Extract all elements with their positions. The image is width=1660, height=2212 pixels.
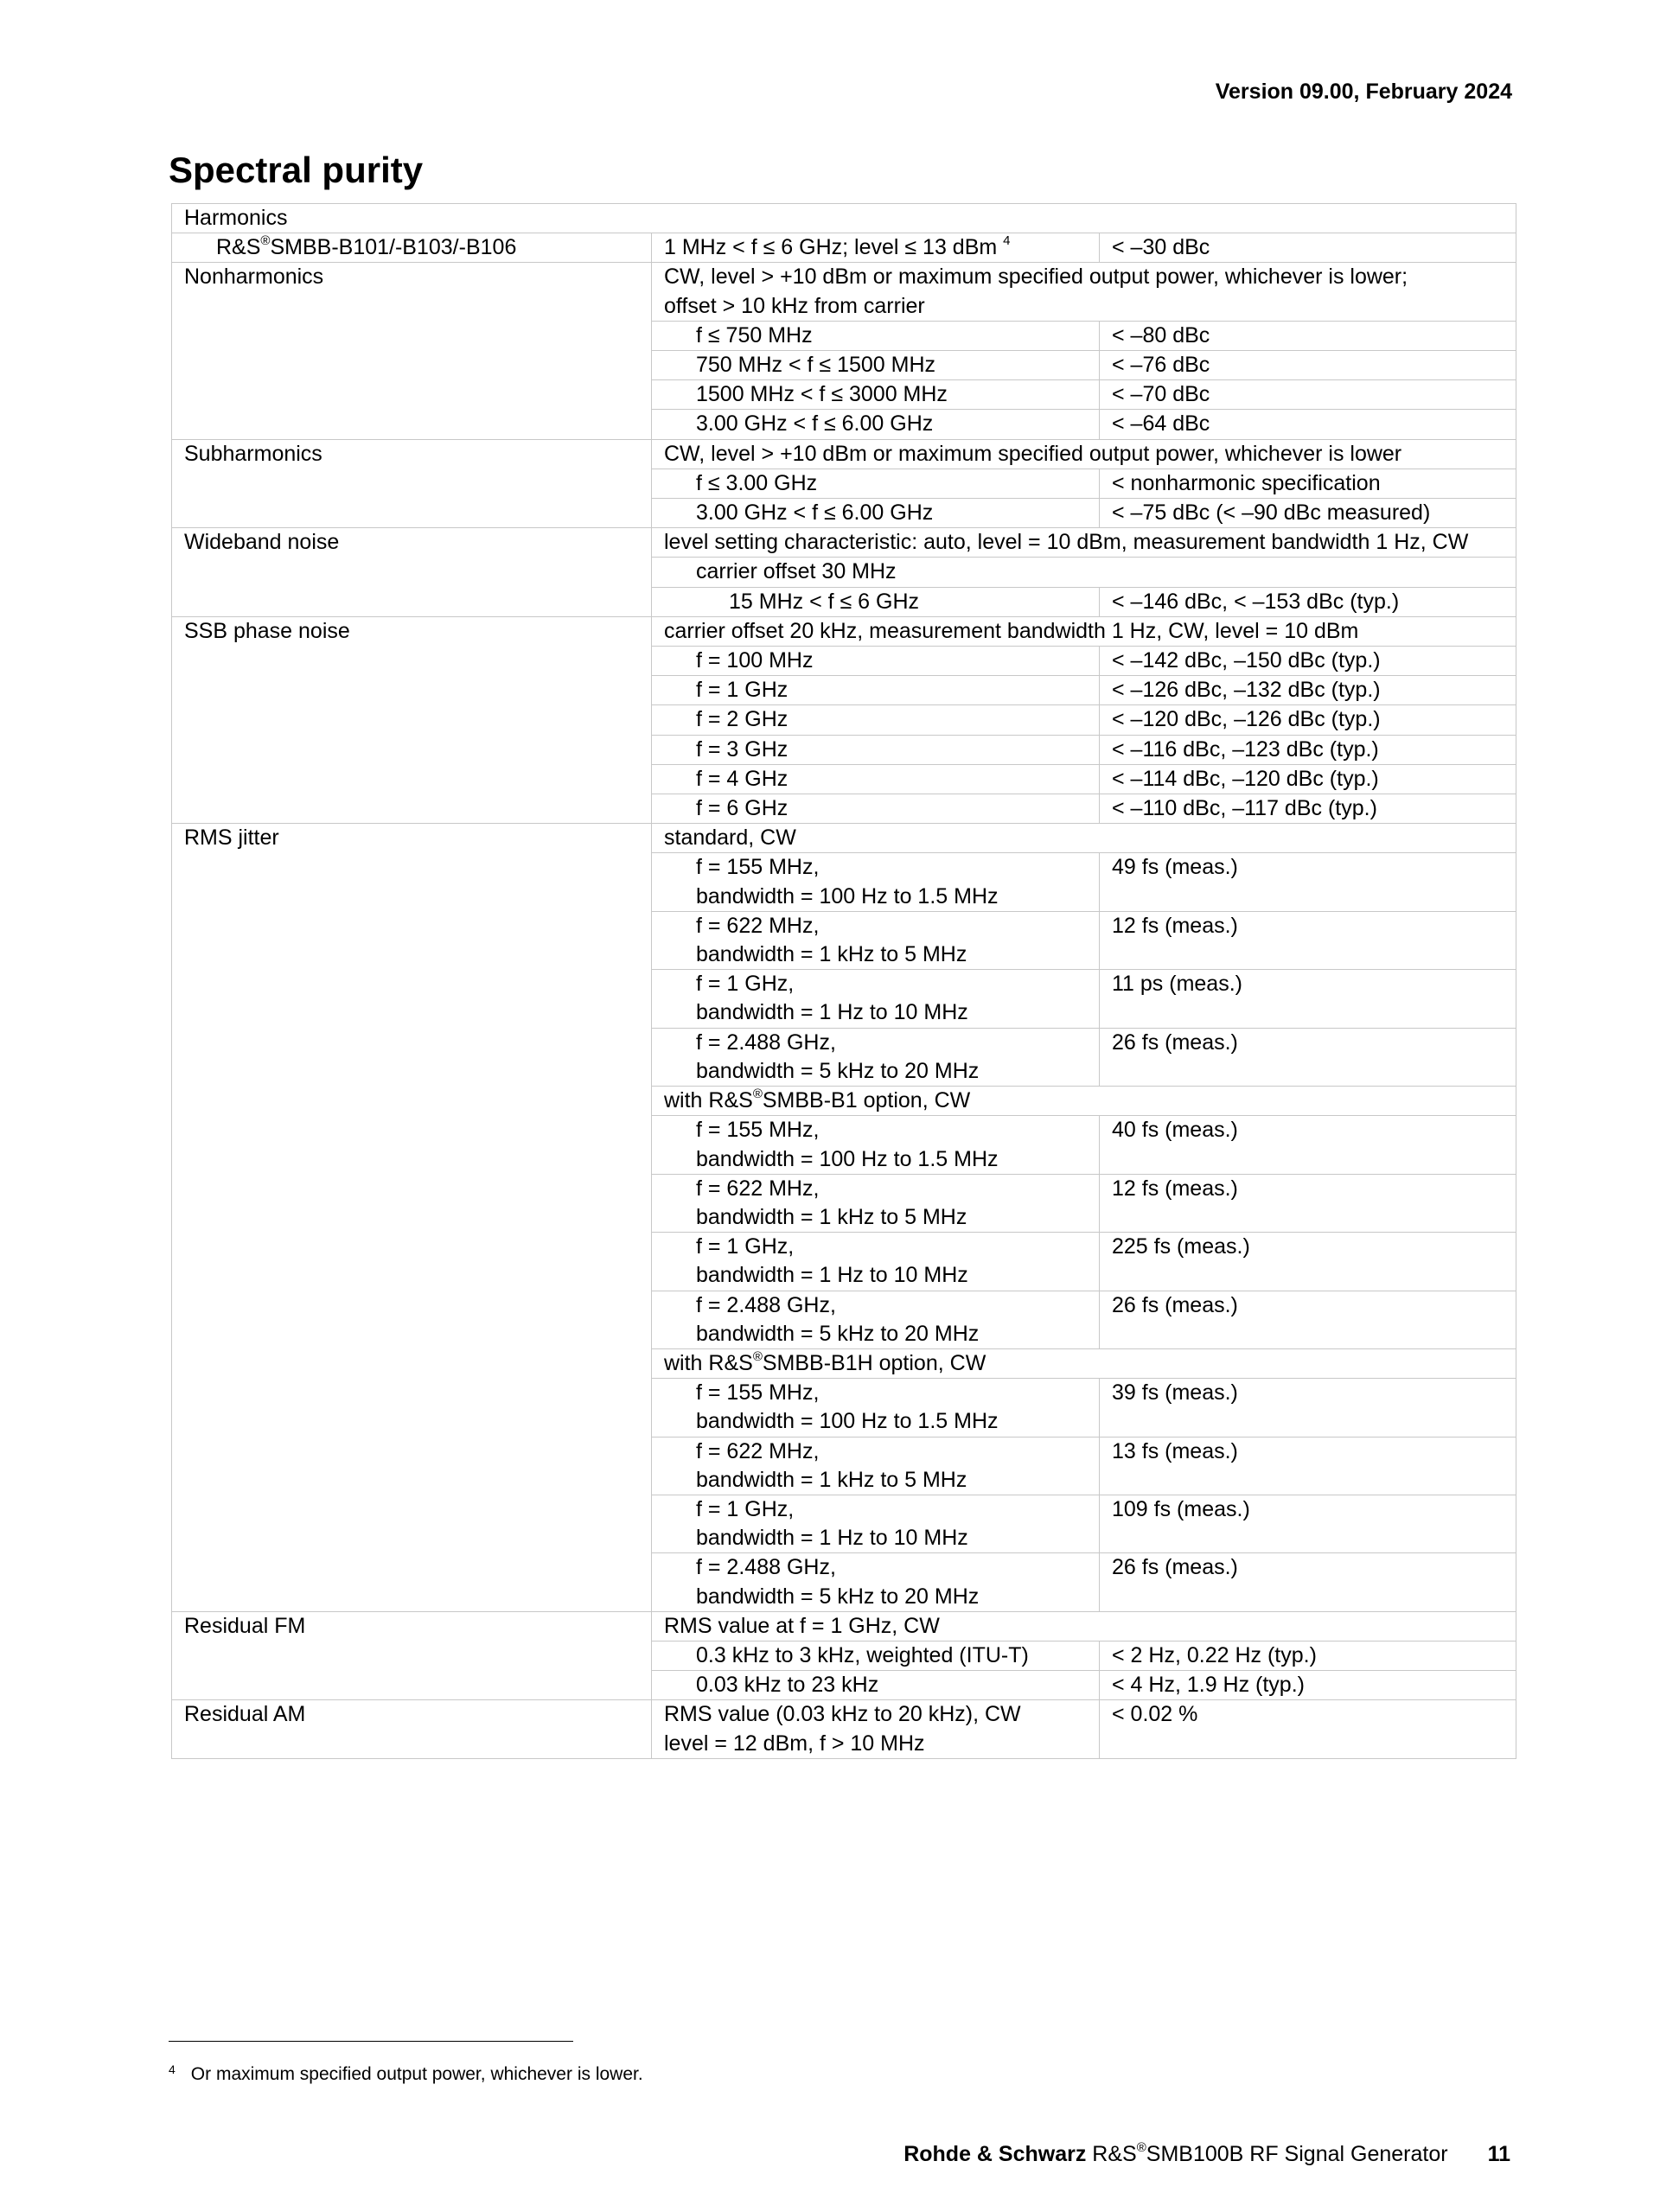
rms-jitter-row-value: 26 fs (meas.): [1100, 1028, 1516, 1086]
cell-line: RMS value (0.03 kHz to 20 kHz), CW: [664, 1702, 1021, 1727]
table-row: [172, 1611, 1516, 1641]
rms-jitter-row-condition: [652, 1291, 1100, 1348]
section-label-residual-am: Residual AM: [172, 1700, 652, 1758]
wideband-row-value: < –146 dBc, < –153 dBc (typ.): [1100, 587, 1516, 616]
nonharmonics-row-value: < –80 dBc: [1100, 321, 1516, 350]
cell-line: CW, level > +10 dBm or maximum specified output power, whichever is lower;: [664, 265, 1408, 290]
wideband-condition: level setting characteristic: auto, level = 10 dBm, measurement bandwidth 1 Hz, CW: [652, 528, 1516, 558]
ssb-row-value: < –142 dBc, –150 dBc (typ.): [1100, 647, 1516, 676]
text-part: SMBB-B1 option, CW: [762, 1088, 971, 1113]
rms-jitter-row-condition: [652, 853, 1100, 911]
ssb-row-condition: f = 100 MHz: [652, 647, 1100, 676]
cell-line: f = 1 GHz,: [696, 972, 795, 997]
section-label-wideband-noise: Wideband noise: [172, 528, 652, 617]
rms-jitter-row-value: 26 fs (meas.): [1100, 1291, 1516, 1348]
cell-line: bandwidth = 100 Hz to 1.5 MHz: [696, 1409, 999, 1434]
nonharmonics-row-value: < –64 dBc: [1100, 410, 1516, 439]
rms-jitter-row-value: 49 fs (meas.): [1100, 853, 1516, 911]
cell-line: bandwidth = 5 kHz to 20 MHz: [696, 1321, 980, 1346]
residual-am-value: < 0.02 %: [1100, 1700, 1516, 1758]
cell-line: f = 2.488 GHz,: [696, 1292, 836, 1317]
text-part: with R&S: [664, 1350, 753, 1375]
rms-jitter-row-value: 12 fs (meas.): [1100, 911, 1516, 969]
ssb-row-condition: f = 4 GHz: [652, 764, 1100, 794]
text-part: with R&S: [664, 1088, 753, 1113]
ssb-row-condition: f = 6 GHz: [652, 794, 1100, 824]
ssb-row-value: < –116 dBc, –123 dBc (typ.): [1100, 735, 1516, 764]
subharmonics-row-condition: 3.00 GHz < f ≤ 6.00 GHz: [652, 499, 1100, 528]
cell-line: f = 622 MHz,: [696, 913, 820, 938]
rms-jitter-row-value: 109 fs (meas.): [1100, 1495, 1516, 1552]
superscript: ®: [752, 1086, 763, 1101]
page-title: Spectral purity: [169, 150, 424, 190]
harmonics-value: < –30 dBc: [1100, 233, 1516, 263]
ssb-row-condition: f = 2 GHz: [652, 705, 1100, 735]
subharmonics-row-value: < –75 dBc (< –90 dBc measured): [1100, 499, 1516, 528]
cell-line: bandwidth = 1 kHz to 5 MHz: [696, 1467, 967, 1492]
rms-jitter-row-condition: [652, 911, 1100, 969]
residual-fm-row-condition: 0.3 kHz to 3 kHz, weighted (ITU-T): [652, 1641, 1100, 1670]
rms-jitter-row-condition: [652, 1233, 1100, 1291]
cell-line: level = 12 dBm, f > 10 MHz: [664, 1731, 925, 1756]
cell-line: f = 155 MHz,: [696, 1380, 820, 1406]
rms-jitter-row-condition: [652, 1437, 1100, 1495]
harmonics-condition: [652, 233, 1100, 263]
cell-line: f = 155 MHz,: [696, 1118, 820, 1143]
text-part: SMBB-B1H option, CW: [762, 1350, 986, 1375]
page-footer: [903, 2141, 1510, 2167]
rms-jitter-row-condition: [652, 1028, 1100, 1086]
text-part: standard, CW: [664, 826, 796, 851]
rms-jitter-row-condition: [652, 1379, 1100, 1437]
text-part: 1 MHz < f ≤ 6 GHz; level ≤ 13 dBm: [664, 235, 998, 260]
spectral-purity-table: [171, 203, 1516, 1759]
wideband-row-condition: 15 MHz < f ≤ 6 GHz: [652, 587, 1100, 616]
rms-jitter-row-condition: [652, 1116, 1100, 1174]
ssb-row-value: < –120 dBc, –126 dBc (typ.): [1100, 705, 1516, 735]
cell-line: bandwidth = 1 Hz to 10 MHz: [696, 1000, 968, 1025]
ssb-row-condition: f = 3 GHz: [652, 735, 1100, 764]
table-row: [172, 1700, 1516, 1758]
cell-line: bandwidth = 100 Hz to 1.5 MHz: [696, 883, 999, 908]
nonharmonics-row-value: < –70 dBc: [1100, 380, 1516, 410]
rms-jitter-group-header: [652, 1348, 1516, 1378]
section-label-rms-jitter: RMS jitter: [172, 824, 652, 1611]
footer-product: SMB100B RF Signal Generator: [1146, 2142, 1448, 2166]
cell-line: offset > 10 kHz from carrier: [664, 293, 925, 318]
table-row: [172, 233, 1516, 263]
cell-line: bandwidth = 5 kHz to 20 MHz: [696, 1584, 980, 1609]
rms-jitter-group-header: [652, 824, 1516, 853]
rms-jitter-group-header: [652, 1087, 1516, 1116]
section-label-ssb-phase-noise: SSB phase noise: [172, 616, 652, 823]
rms-jitter-row-condition: [652, 1553, 1100, 1611]
subharmonics-condition: CW, level > +10 dBm or maximum specified output power, whichever is lower: [652, 439, 1516, 469]
cell-line: bandwidth = 1 Hz to 10 MHz: [696, 1526, 968, 1551]
nonharmonics-condition: [652, 263, 1516, 321]
rms-jitter-row-value: 39 fs (meas.): [1100, 1379, 1516, 1437]
page-number: 11: [1487, 2142, 1510, 2166]
cell-line: f = 2.488 GHz,: [696, 1555, 836, 1580]
rms-jitter-row-value: 40 fs (meas.): [1100, 1116, 1516, 1174]
subharmonics-row-condition: f ≤ 3.00 GHz: [652, 469, 1100, 498]
section-label-nonharmonics: Nonharmonics: [172, 263, 652, 439]
rms-jitter-row-value: 12 fs (meas.): [1100, 1174, 1516, 1232]
superscript: ®: [260, 233, 271, 248]
version-label: Version 09.00, February 2024: [1215, 80, 1512, 104]
cell-line: bandwidth = 100 Hz to 1.5 MHz: [696, 1146, 999, 1171]
cell-line: bandwidth = 1 kHz to 5 MHz: [696, 942, 967, 967]
superscript: ®: [752, 1348, 763, 1364]
table-row: [172, 439, 1516, 469]
ssb-row-value: < –126 dBc, –132 dBc (typ.): [1100, 676, 1516, 705]
table-row: [172, 824, 1516, 853]
ssb-row-condition: f = 1 GHz: [652, 676, 1100, 705]
cell-line: bandwidth = 5 kHz to 20 MHz: [696, 1058, 980, 1083]
nonharmonics-row-condition: 1500 MHz < f ≤ 3000 MHz: [652, 380, 1100, 410]
residual-fm-row-condition: 0.03 kHz to 23 kHz: [652, 1671, 1100, 1700]
footer-product-prefix: R&S: [1086, 2142, 1137, 2166]
cell-line: f = 622 MHz,: [696, 1438, 820, 1463]
table-row: [172, 528, 1516, 558]
ssb-row-value: < –114 dBc, –120 dBc (typ.): [1100, 764, 1516, 794]
rms-jitter-row-value: 13 fs (meas.): [1100, 1437, 1516, 1495]
text-part: SMBB-B101/-B103/-B106: [270, 235, 517, 260]
ssb-row-value: < –110 dBc, –117 dBc (typ.): [1100, 794, 1516, 824]
nonharmonics-row-condition: f ≤ 750 MHz: [652, 321, 1100, 350]
residual-fm-condition: RMS value at f = 1 GHz, CW: [652, 1611, 1516, 1641]
subharmonics-row-value: < nonharmonic specification: [1100, 469, 1516, 498]
table-row: [172, 263, 1516, 321]
section-label-harmonics: Harmonics: [172, 204, 1516, 233]
rms-jitter-row-value: 225 fs (meas.): [1100, 1233, 1516, 1291]
nonharmonics-row-value: < –76 dBc: [1100, 351, 1516, 380]
text-part: R&S: [216, 235, 261, 260]
footnote-divider: [169, 2041, 573, 2042]
rms-jitter-row-condition: [652, 1174, 1100, 1232]
footer-brand: Rohde & Schwarz: [903, 2142, 1087, 2166]
footnote: [169, 2063, 643, 2087]
residual-fm-row-value: < 2 Hz, 0.22 Hz (typ.): [1100, 1641, 1516, 1670]
cell-line: f = 622 MHz,: [696, 1176, 820, 1201]
cell-line: f = 1 GHz,: [696, 1234, 795, 1259]
rms-jitter-row-value: 26 fs (meas.): [1100, 1553, 1516, 1611]
table-row: [172, 204, 1516, 233]
wideband-sub-condition: carrier offset 30 MHz: [652, 558, 1516, 587]
nonharmonics-row-condition: 750 MHz < f ≤ 1500 MHz: [652, 351, 1100, 380]
section-label-subharmonics: Subharmonics: [172, 439, 652, 528]
rms-jitter-row-condition: [652, 1495, 1100, 1552]
footnote-ref: 4: [1003, 233, 1011, 248]
section-label-residual-fm: Residual FM: [172, 1611, 652, 1700]
cell-line: bandwidth = 1 kHz to 5 MHz: [696, 1204, 967, 1229]
table-row: [172, 616, 1516, 646]
rms-jitter-row-value: 11 ps (meas.): [1100, 970, 1516, 1028]
registered-mark: ®: [1136, 2139, 1146, 2155]
rms-jitter-row-condition: [652, 970, 1100, 1028]
cell-line: f = 1 GHz,: [696, 1496, 795, 1521]
nonharmonics-row-condition: 3.00 GHz < f ≤ 6.00 GHz: [652, 410, 1100, 439]
ssb-condition: carrier offset 20 kHz, measurement bandwidth 1 Hz, CW, level = 10 dBm: [652, 616, 1516, 646]
cell-line: f = 2.488 GHz,: [696, 1030, 836, 1055]
cell-line: bandwidth = 1 Hz to 10 MHz: [696, 1263, 968, 1288]
residual-am-condition: [652, 1700, 1100, 1758]
harmonics-option-label: [172, 233, 652, 263]
residual-fm-row-value: < 4 Hz, 1.9 Hz (typ.): [1100, 1671, 1516, 1700]
footnote-mark: 4: [169, 2062, 176, 2076]
footnote-text: Or maximum specified output power, whichever is lower.: [190, 2064, 643, 2084]
cell-line: f = 155 MHz,: [696, 855, 820, 880]
